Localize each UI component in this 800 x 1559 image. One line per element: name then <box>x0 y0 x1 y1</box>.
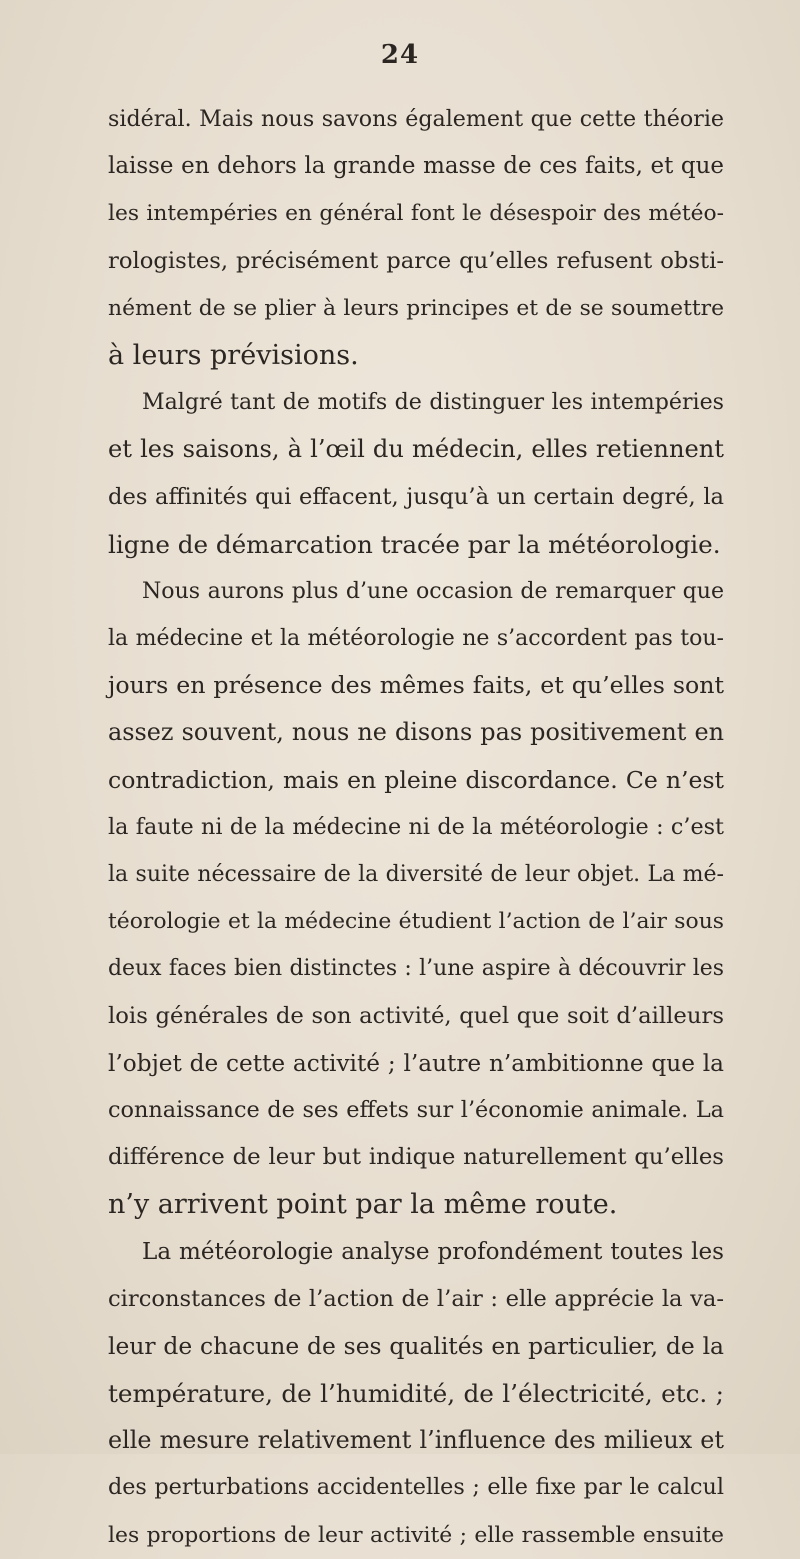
text-line: sidéral. Mais nous savons également que cette théorie <box>108 106 724 132</box>
text-line: la médecine et la météorologie ne s’accordent pas tou- <box>108 626 724 652</box>
text-line: différence de leur but indique naturellement qu’elles <box>108 1144 724 1171</box>
text-line: lois générales de son activité, quel que soit d’ailleurs <box>108 1002 724 1029</box>
text-line: ligne de démarcation tracée par la météorologie. <box>108 529 721 559</box>
body-text <box>108 96 724 1559</box>
text-line: leur de chacune de ses qualités en particulier, de la <box>108 1331 724 1360</box>
text-line: les intempéries en général font le désespoir des météo- <box>108 201 724 227</box>
text-line: assez souvent, nous ne disons pas positivement en <box>108 718 724 747</box>
text-line: à leurs prévisions. <box>108 339 359 371</box>
text-line: elle mesure relativement l’influence des milieux et <box>108 1426 724 1455</box>
text-line: l’objet de cette activité ; l’autre n’ambitionne que la <box>108 1049 724 1077</box>
text-line: circonstances de l’action de l’air : elle apprécie la va- <box>108 1285 724 1312</box>
text-line: contradiction, mais en pleine discordance. Ce n’est <box>108 765 724 794</box>
text-line: deux faces bien distinctes : l’une aspire à découvrir les <box>108 956 724 982</box>
text-line: connaissance de ses effets sur l’économie animale. La <box>108 1096 724 1123</box>
text-line: Nous aurons plus d’une occasion de remarquer que <box>142 578 724 604</box>
text-line: laisse en dehors la grande masse de ces faits, et que <box>108 153 724 180</box>
text-line: des affinités qui effacent, jusqu’à un certain degré, la <box>108 483 724 510</box>
text-line: n’y arrivent point par la même route. <box>108 1189 618 1221</box>
text-line: Malgré tant de motifs de distinguer les intempéries <box>142 389 724 416</box>
text-line: et les saisons, à l’œil du médecin, elles retiennent <box>108 435 724 464</box>
text-line: rologistes, précisément parce qu’elles refusent obsti- <box>108 247 724 274</box>
text-line: nément de se plier à leurs principes et de se soumettre <box>108 295 724 321</box>
text-line: la faute ni de la médecine ni de la météorologie : c’est <box>108 813 724 840</box>
text-line: téorologie et la médecine étudient l’action de l’air sous <box>108 909 724 935</box>
text-line: les proportions de leur activité ; elle rassemble ensuite <box>108 1522 724 1548</box>
text-line: jours en présence des mêmes faits, et qu’elles sont <box>108 671 724 700</box>
page-number: 24 <box>380 40 420 70</box>
text-line: température, de l’humidité, de l’électricité, etc. ; <box>108 1379 724 1409</box>
text-line: la suite nécessaire de la diversité de leur objet. La mé- <box>108 862 724 887</box>
text-line: La météorologie analyse profondément toutes les <box>142 1238 724 1265</box>
text-line: des perturbations accidentelles ; elle fixe par le calcul <box>108 1474 724 1501</box>
